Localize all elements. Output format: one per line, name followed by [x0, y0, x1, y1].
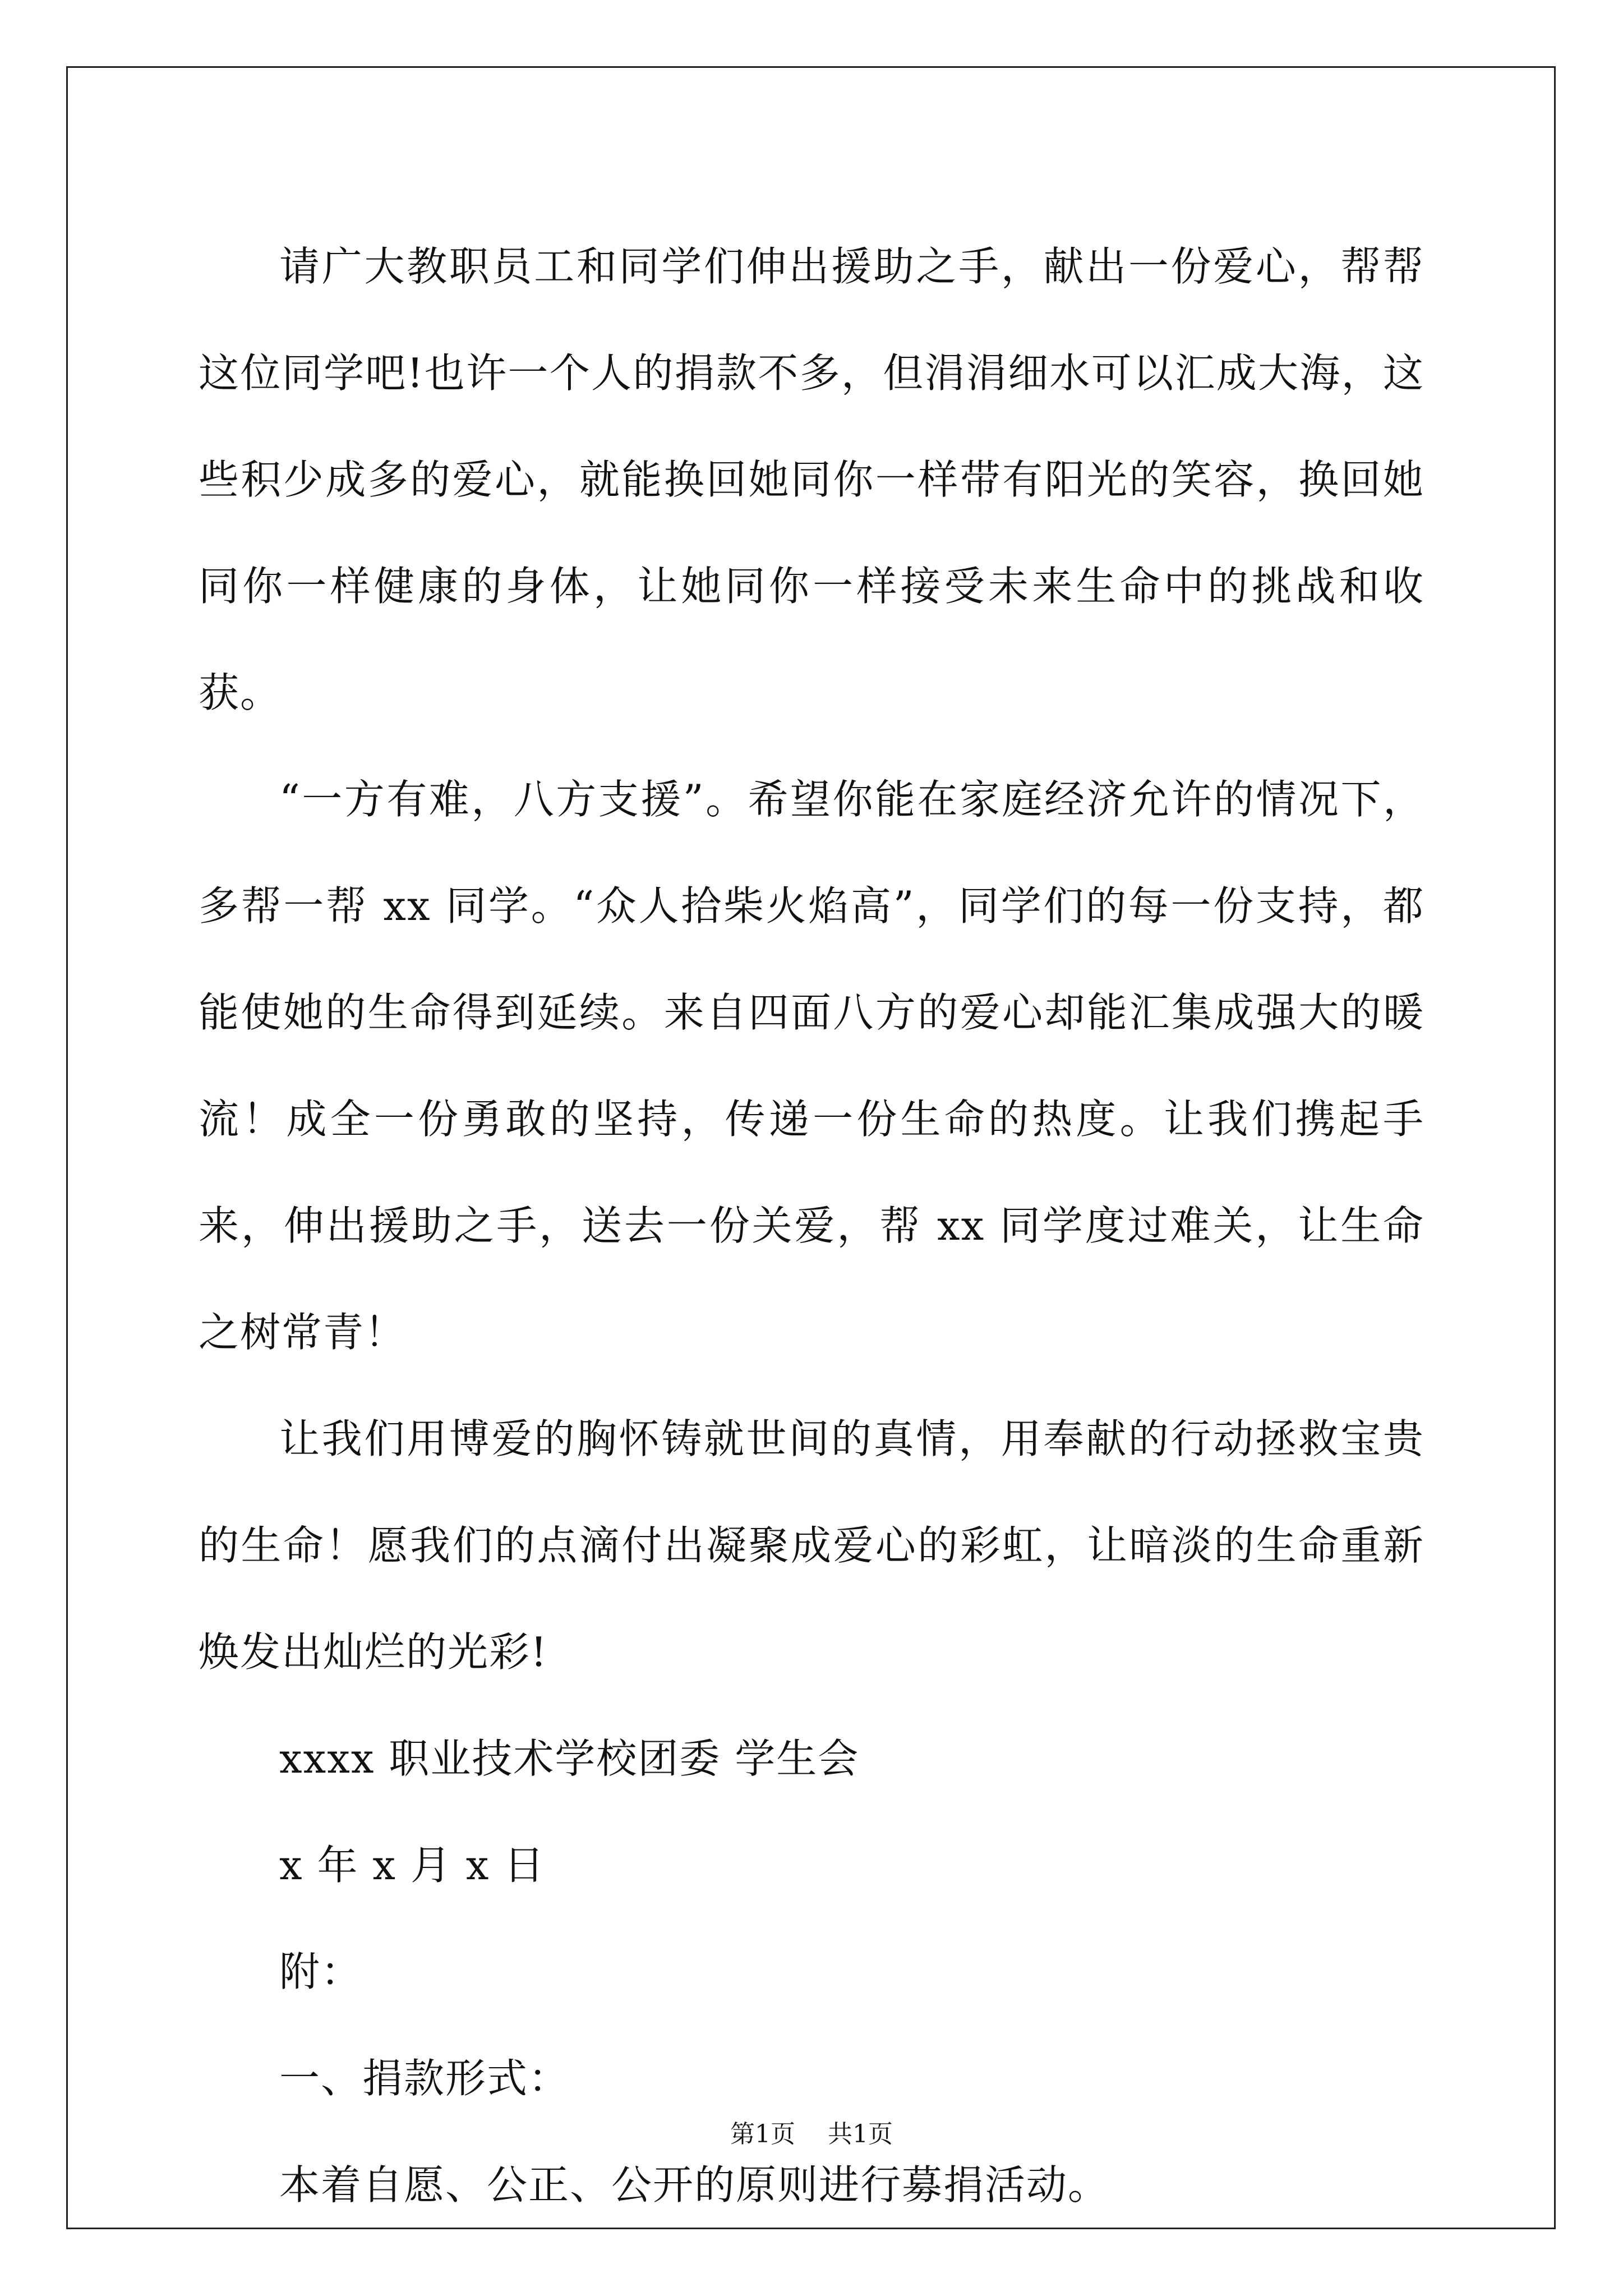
- document-body: [199, 213, 1424, 2238]
- section-text: 本着自愿、公正、公开的原则进行募捐活动。: [279, 2161, 1110, 2208]
- page-number-total: 共1页: [828, 2120, 893, 2148]
- appendix-label: 附：: [279, 1948, 363, 1995]
- paragraph-support: “一方有难，八方支援”。希望你能在家庭经济允许的情况下，多帮一帮 xx 同学。“众人拾柴火焰高”，同学们的每一份支持，都能使她的生命得到延续。来自四面八方的爱心却能汇集成强大的暖流！成全一份勇敢的坚持，传递一份生命的热度。让我们携起手来，伸出援助之手，送去一份关爱，帮 xx 同学度过难关，让生命之树常青！: [199, 776, 1424, 1356]
- paragraph-appeal: 请广大教职员工和同学们伸出援助之手，献出一份爱心，帮帮这位同学吧!也许一个人的捐款不多，但涓涓细水可以汇成大海，这些积少成多的爱心，就能换回她同你一样带有阳光的笑容，换回她同你一样健康的身体，让她同你一样接受未来生命中的挑战和收获。: [199, 243, 1424, 716]
- section-heading: 一、捐款形式：: [279, 2055, 570, 2102]
- paragraph-closing: 让我们用博爱的胸怀铸就世间的真情，用奉献的行动拯救宝贵的生命！愿我们的点滴付出凝聚成爱心的彩虹，让暗淡的生命重新焕发出灿烂的光彩!: [199, 1415, 1424, 1676]
- page-number-current: 第1页: [730, 2120, 795, 2148]
- signature-line: xxxx 职业技术学校团委 学生会: [279, 1735, 860, 1782]
- page-footer: [0, 2114, 1623, 2150]
- date-line: x 年 x 月 x 日: [279, 1842, 546, 1889]
